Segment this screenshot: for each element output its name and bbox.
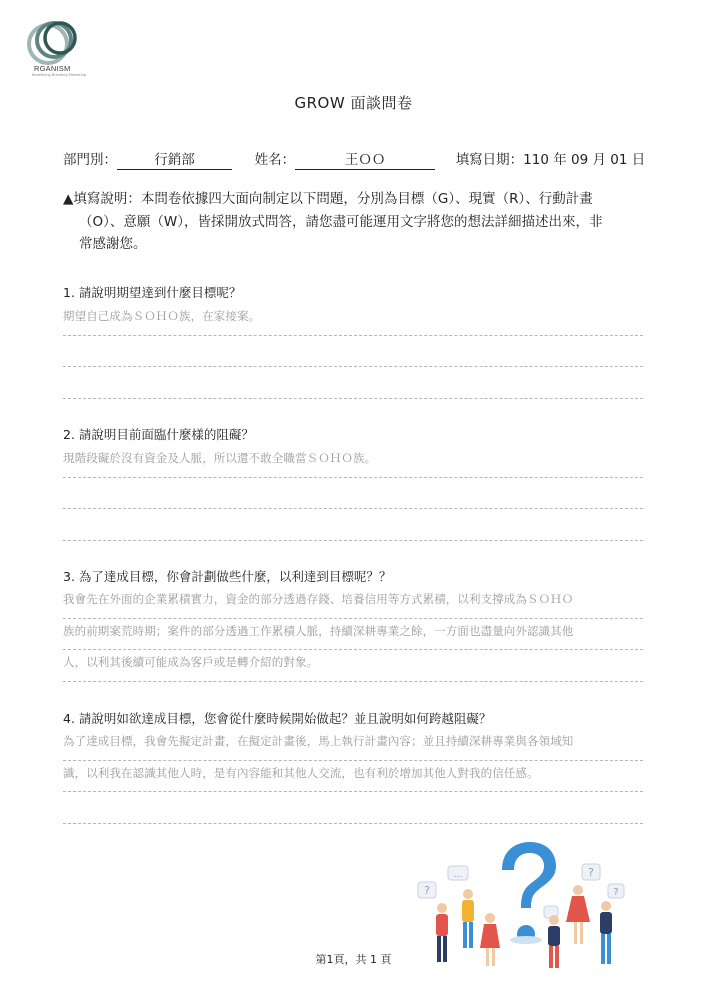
answer-line[interactable] <box>63 792 643 824</box>
question-2-label: 2. 請說明目前面臨什麼樣的阻礙？ <box>63 427 254 442</box>
answer-line[interactable] <box>63 478 643 510</box>
logo-rings-icon <box>24 20 94 66</box>
question-4-answer[interactable] <box>63 729 643 824</box>
question-1-answer[interactable] <box>63 304 643 399</box>
svg-text:…: … <box>453 870 463 880</box>
answer-line[interactable]: 人，以利其後續可能成為客戶或是轉介紹的對象。 <box>63 650 643 682</box>
svg-text:?: ? <box>424 884 430 897</box>
logo-tagline: Redefining Branding Marketing <box>32 73 87 77</box>
answer-line[interactable]: 現階段礙於沒有資金及人脈，所以還不敢全職當ＳＯＨＯ族。 <box>63 446 643 478</box>
question-2-answer[interactable] <box>63 446 643 541</box>
question-4-label: 4. 請說明如欲達成目標，您會從什麼時候開始做起？並且說明如何跨越阻礙？ <box>63 711 492 726</box>
logo-brand-text: RGANISM <box>34 64 71 73</box>
organism-logo <box>24 20 94 78</box>
date-label: 填寫日期：110 年 09 月 01 日 <box>455 152 646 168</box>
name-field[interactable]: 王ＯＯ <box>295 152 435 170</box>
question-mark-icon <box>502 842 556 944</box>
answer-line[interactable]: 期望自己成為ＳＯＨＯ族，在家接案。 <box>63 304 643 336</box>
instructions-line-3: 常感謝您。 <box>79 236 147 252</box>
answer-line[interactable]: 族的前期案荒時期；案件的部分透過工作累積人脈，持續深耕專業之餘，一方面也盡量向外認識其他 <box>63 619 643 651</box>
question-3-label: 3. 為了達成目標，你會計劃做些什麼，以利達到目標呢？？ <box>63 569 392 584</box>
page-footer: 第1頁，共 1 頁 <box>315 953 392 966</box>
answer-line[interactable] <box>63 509 643 541</box>
instructions-line-2: （O）、意願（W），皆採開放式問答，請您盡可能運用文字將您的想法詳細描述出來，非 <box>79 213 603 230</box>
page-title: GROW 面談問卷 <box>294 94 413 112</box>
answer-line[interactable]: 我會先在外面的企業累積實力，資金的部分透過存錢、培養信用等方式累積，以利支撐成為ＳＯＨＯ <box>63 587 643 619</box>
answer-line[interactable] <box>63 336 643 368</box>
dept-label: 部門別： <box>63 152 117 168</box>
instructions-line-1: ▲填寫說明：本問卷依據四大面向制定以下問題，分別為目標（G）、現實（R）、行動計畫 <box>63 191 593 207</box>
speech-bubble-icon <box>418 864 624 918</box>
name-label: 姓名： <box>254 152 296 168</box>
dept-field[interactable]: 行銷部 <box>117 152 232 170</box>
answer-line[interactable] <box>63 367 643 399</box>
info-line <box>63 148 653 170</box>
question-1-label: 1. 請說明期望達到什麼目標呢？ <box>63 285 242 300</box>
svg-text:?: ? <box>588 866 594 879</box>
answer-line[interactable]: 為了達成目標，我會先擬定計畫，在擬定計畫後，馬上執行計畫內容；並且持續深耕專業與各領域知 <box>63 729 643 761</box>
svg-text:?: ? <box>613 887 619 898</box>
instructions <box>63 188 653 256</box>
answer-line[interactable]: 識，以利我在認識其他人時，是有內容能和其他人交流，也有利於增加其他人對我的信任感。 <box>63 761 643 793</box>
question-3-answer[interactable] <box>63 587 643 682</box>
